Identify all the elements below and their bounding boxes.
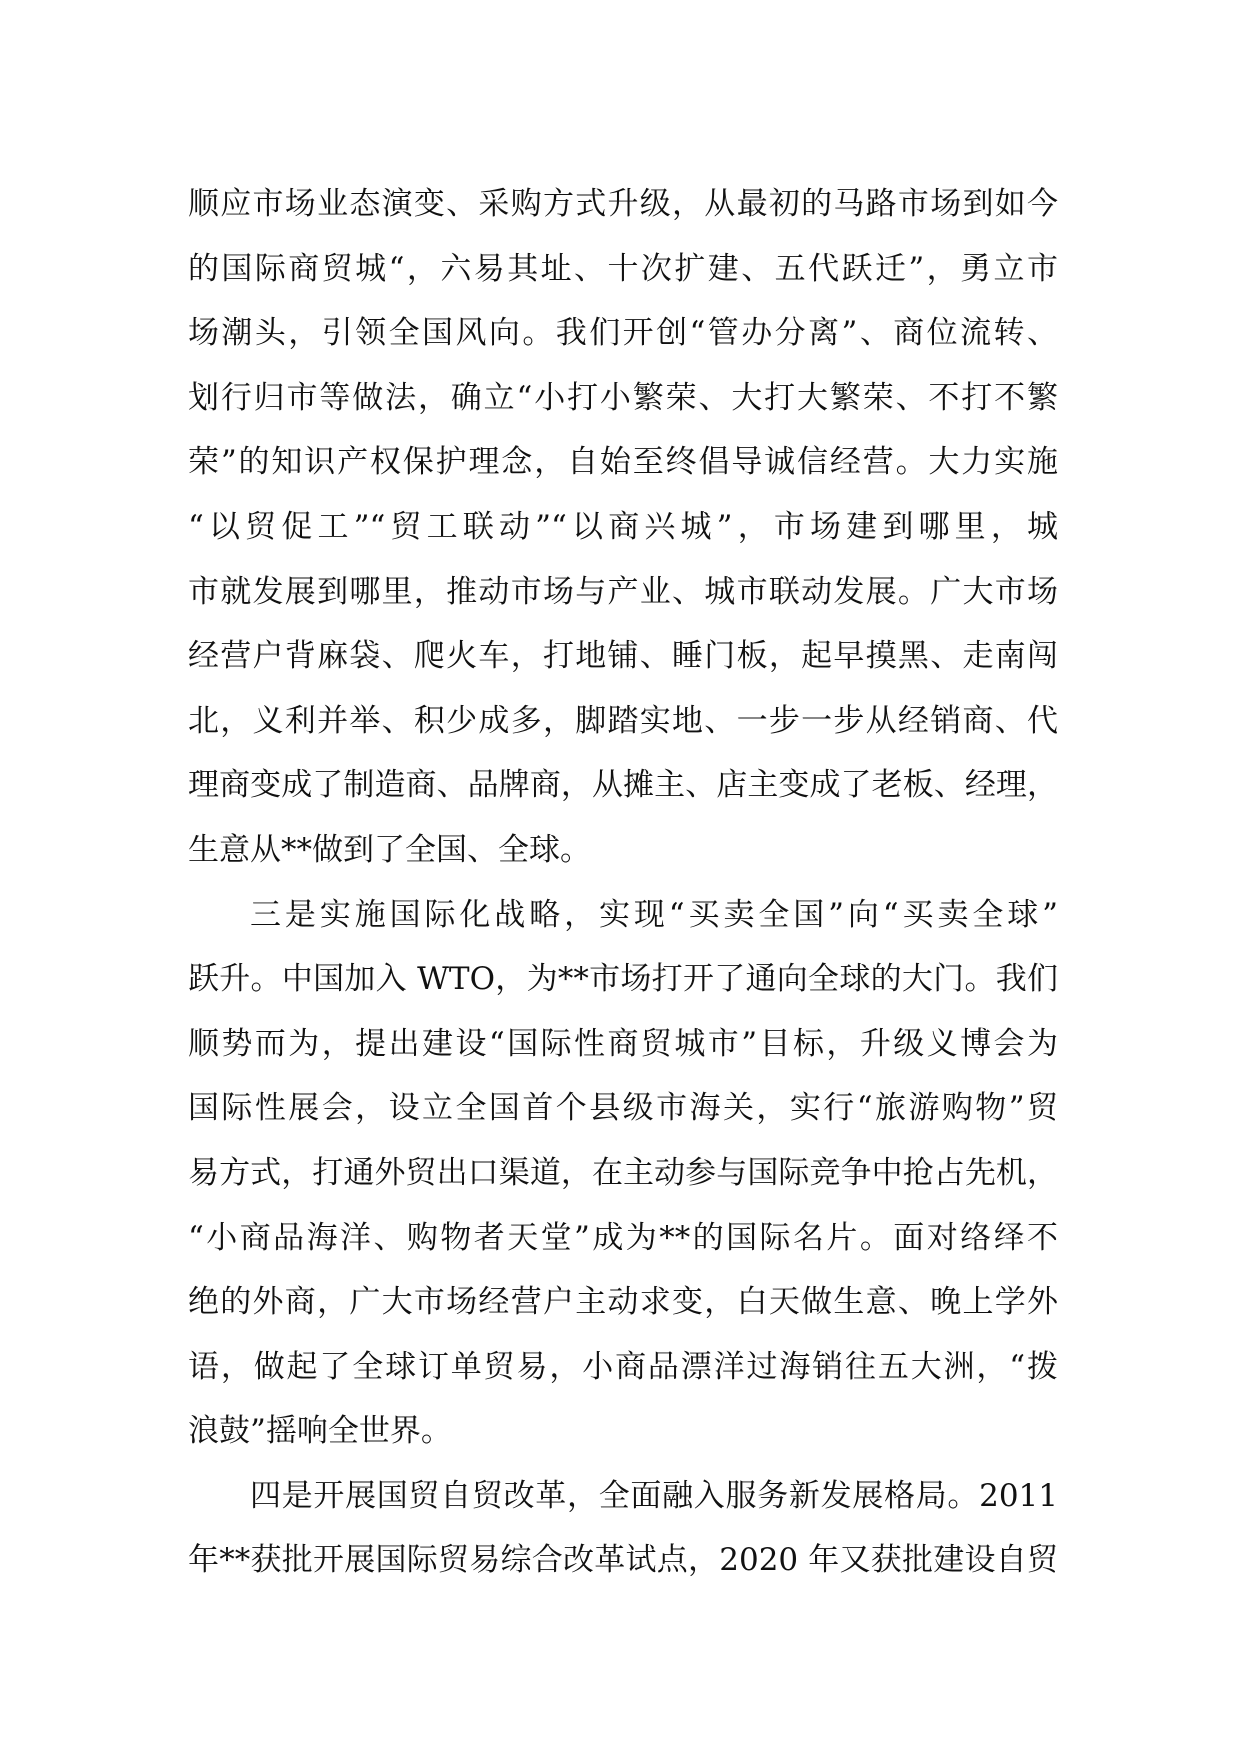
text-line: 场潮头，引领全国风向。我们开创“管办分离”、商位流转、 xyxy=(188,315,1058,352)
text-line: 划行归市等做法，确立“小打小繁荣、大打大繁荣、不打不繁 xyxy=(188,379,1058,416)
text-line: 顺应市场业态演变、采购方式升级，从最初的马路市场到如今 xyxy=(188,186,1058,222)
document-body xyxy=(188,172,1058,1593)
paragraph-start-line: 三是实施国际化战略，实现“买卖全国”向“买卖全球” xyxy=(250,896,1058,933)
text-line: 顺势而为，提出建设“国际性商贸城市”目标，升级义博会为 xyxy=(188,1025,1058,1062)
text-line: 理商变成了制造商、品牌商，从摊主、店主变成了老板、经理， xyxy=(188,767,1058,804)
text-line: “小商品海洋、购物者天堂”成为**的国际名片。面对络绎不 xyxy=(188,1219,1058,1256)
text-line: 跃升。中国加入 WTO，为**市场打开了通向全球的大门。我们 xyxy=(188,961,1058,998)
text-line: 生意从**做到了全国、全球。 xyxy=(188,831,591,868)
text-line: 语，做起了全球订单贸易，小商品漂洋过海销往五大洲，“拨 xyxy=(188,1348,1058,1385)
paragraph-start-line: 四是开展国贸自贸改革，全面融入服务新发展格局。2011 xyxy=(250,1477,1058,1514)
text-line: “以贸促工”“贸工联动”“以商兴城”，市场建到哪里，城 xyxy=(188,508,1058,545)
text-line: 经营户背麻袋、爬火车，打地铺、睡门板，起早摸黑、走南闯 xyxy=(188,638,1058,675)
text-line: 绝的外商，广大市场经营户主动求变，白天做生意、晚上学外 xyxy=(188,1284,1058,1321)
text-line: 荣”的知识产权保护理念，自始至终倡导诚信经营。大力实施 xyxy=(188,444,1058,481)
text-line: 年**获批开展国际贸易综合改革试点，2020 年又获批建设自贸 xyxy=(188,1542,1058,1579)
text-line: 国际性展会，设立全国首个县级市海关，实行“旅游购物”贸 xyxy=(188,1090,1058,1127)
text-line: 易方式，打通外贸出口渠道，在主动参与国际竞争中抢占先机， xyxy=(188,1154,1058,1191)
text-line: 北，义利并举、积少成多，脚踏实地、一步一步从经销商、代 xyxy=(188,702,1058,739)
text-line: 的国际商贸城“，六易其址、十次扩建、五代跃迁”，勇立市 xyxy=(188,250,1058,287)
text-line: 浪鼓”摇响全世界。 xyxy=(188,1413,452,1450)
text-line: 市就发展到哪里，推动市场与产业、城市联动发展。广大市场 xyxy=(188,573,1058,610)
